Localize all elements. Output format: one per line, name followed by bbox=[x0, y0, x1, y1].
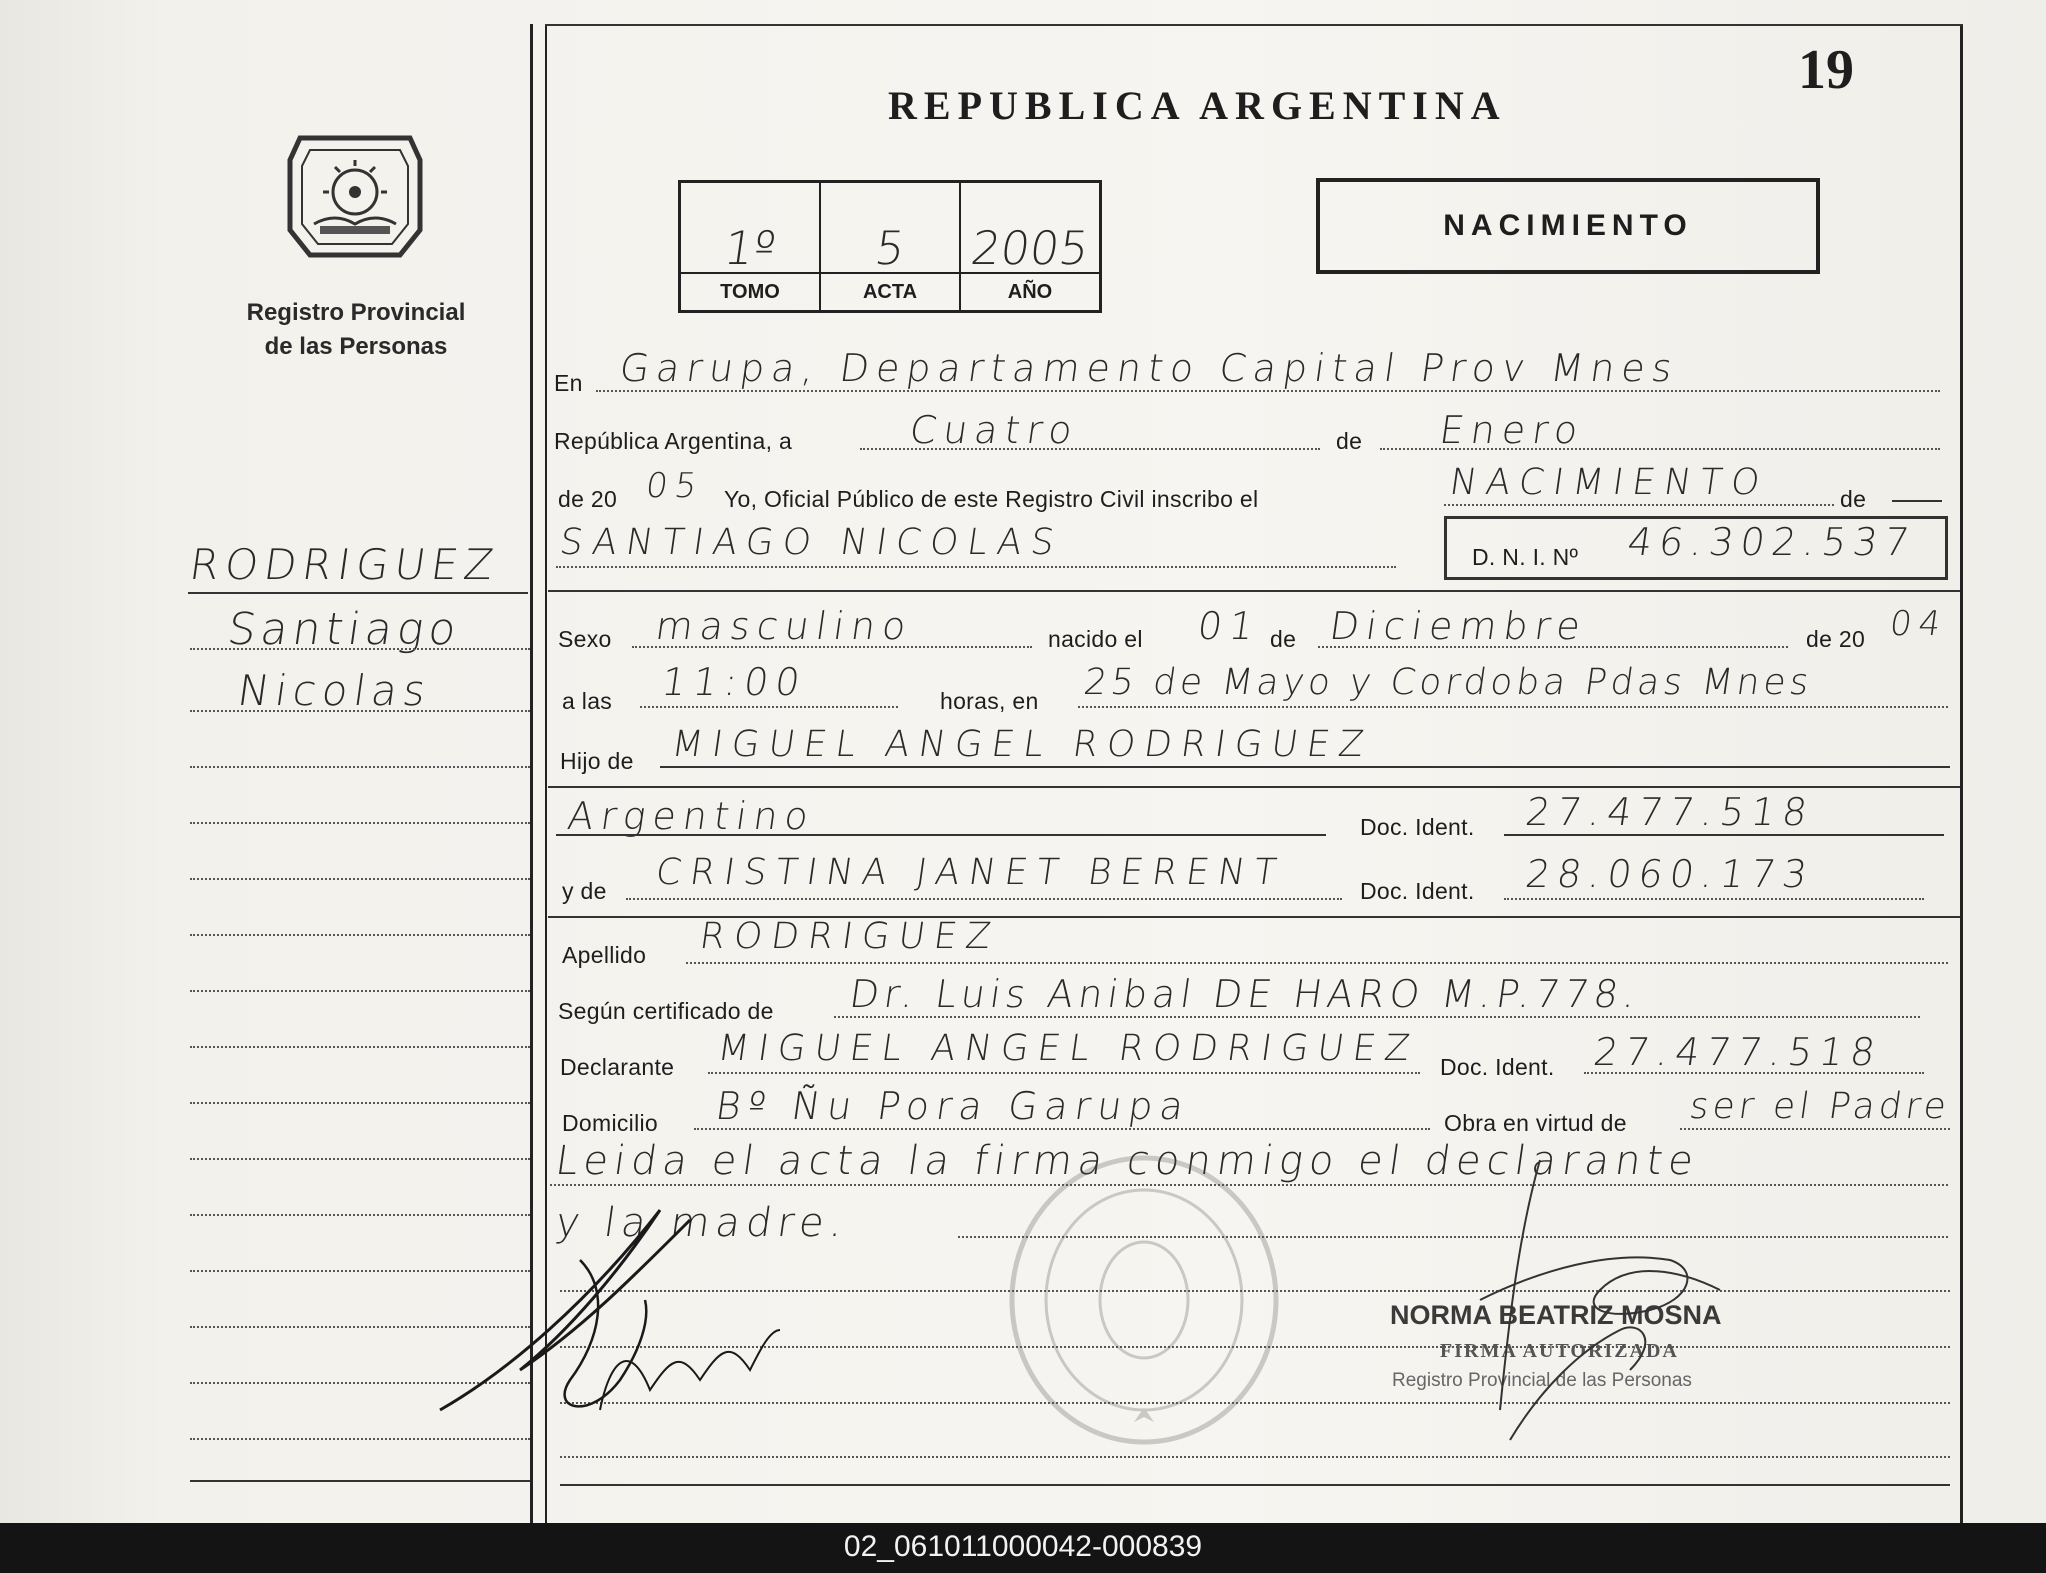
mother-doc-value: 28.060.173 bbox=[1522, 852, 1817, 896]
event-value: NACIMIENTO bbox=[1447, 462, 1772, 503]
birth-place-value: 25 de Mayo y Cordoba Pdas Mnes bbox=[1081, 662, 1816, 703]
country-title: REPUBLICA ARGENTINA bbox=[888, 83, 1507, 128]
row-line bbox=[708, 1072, 1420, 1074]
declarant-signature-icon bbox=[430, 1180, 810, 1450]
row-line bbox=[1318, 646, 1788, 648]
row-line bbox=[1504, 834, 1944, 836]
dni-label: D. N. I. Nº bbox=[1472, 544, 1579, 570]
year-value: 2005 bbox=[967, 221, 1093, 275]
margin-underline bbox=[188, 592, 528, 594]
certificate-label: Según certificado de bbox=[558, 998, 774, 1024]
year-prefix-label: de 20 bbox=[558, 486, 618, 512]
father-value: MIGUEL ANGEL RODRIGUEZ bbox=[669, 724, 1376, 765]
row-line bbox=[860, 448, 1320, 450]
row-line bbox=[660, 766, 1950, 768]
child-name-value: SANTIAGO NICOLAS bbox=[557, 522, 1066, 563]
office-line-2: de las Personas bbox=[264, 333, 448, 360]
mother-doc-label: Doc. Ident. bbox=[1360, 878, 1475, 904]
page-number: 19 bbox=[1798, 39, 1854, 101]
row-line bbox=[1584, 1072, 1924, 1074]
father-nationality-value: Argentino bbox=[564, 794, 819, 838]
row-line bbox=[834, 1016, 1920, 1018]
row-line bbox=[1380, 448, 1940, 450]
row-line bbox=[560, 1456, 1950, 1458]
row-line bbox=[556, 834, 1326, 836]
closing-line-1: Leida el acta la firma conmigo el declarante bbox=[552, 1138, 1703, 1184]
margin-second-name: Nicolas bbox=[234, 666, 435, 715]
margin-first-name: Santiago bbox=[224, 604, 465, 655]
address-value: Bº Ñu Pora Garupa bbox=[712, 1084, 1194, 1128]
row-line bbox=[632, 646, 1032, 648]
surname-value: RODRIGUEZ bbox=[697, 916, 1003, 957]
acts-label: Obra en virtud de bbox=[1444, 1110, 1627, 1136]
acta-cell bbox=[821, 183, 961, 310]
margin-line bbox=[190, 766, 530, 768]
row-line bbox=[694, 1128, 1430, 1130]
margin-surname: RODRIGUEZ bbox=[186, 540, 503, 589]
signatory-office: Registro Provincial de las Personas bbox=[1392, 1370, 1692, 1391]
day-value: Cuatro bbox=[906, 408, 1082, 452]
margin-line bbox=[190, 990, 530, 992]
declarant-label: Declarante bbox=[560, 1054, 675, 1080]
address-label: Domicilio bbox=[562, 1110, 658, 1136]
row-line bbox=[556, 566, 1396, 568]
birth-month-value: Diciembre bbox=[1326, 604, 1591, 648]
acta-caption: ACTA bbox=[821, 272, 959, 310]
official-stamp-icon bbox=[1004, 1150, 1284, 1450]
surname-label: Apellido bbox=[562, 942, 647, 968]
row-line bbox=[686, 962, 1948, 964]
statement-label: Yo, Oficial Público de este Registro Civil inscribo el bbox=[724, 486, 1259, 512]
year-caption: AÑO bbox=[961, 272, 1099, 310]
row-line bbox=[640, 706, 898, 708]
event-de-label: de bbox=[1840, 486, 1867, 512]
born-label: nacido el bbox=[1048, 626, 1143, 652]
top-border bbox=[545, 24, 1963, 26]
month-value: Enero bbox=[1436, 408, 1588, 452]
tomo-cell bbox=[681, 183, 821, 310]
margin-line bbox=[190, 648, 530, 650]
margin-line bbox=[190, 878, 530, 880]
section-rule bbox=[548, 590, 1960, 592]
signatory-name: NORMA BEATRIZ MOSNA bbox=[1390, 1300, 1722, 1330]
margin-line-bottom bbox=[190, 1480, 530, 1482]
row-line bbox=[626, 898, 1342, 900]
dni-value: 46.302.537 bbox=[1624, 520, 1919, 564]
row-line bbox=[1680, 1128, 1950, 1130]
acta-value: 5 bbox=[871, 221, 909, 275]
sex-label: Sexo bbox=[558, 626, 612, 652]
birth-day-value: 01 bbox=[1194, 604, 1264, 648]
father-doc-label: Doc. Ident. bbox=[1360, 814, 1475, 840]
right-border bbox=[1960, 24, 1963, 1523]
margin-line bbox=[190, 710, 530, 712]
acts-by-value: ser el Padre bbox=[1687, 1086, 1953, 1127]
official-signature-icon bbox=[1420, 1150, 1750, 1450]
margin-line bbox=[190, 1046, 530, 1048]
month-de-label: de bbox=[1336, 428, 1363, 454]
tomo-caption: TOMO bbox=[681, 272, 819, 310]
office-line-1: Registro Provincial bbox=[246, 299, 466, 326]
tomo-value: 1º bbox=[720, 221, 780, 275]
province-seal-icon bbox=[280, 120, 430, 268]
birth-year-prefix-label: de 20 bbox=[1806, 626, 1866, 652]
signatory-role: FIRMA AUTORIZADA bbox=[1440, 1340, 1679, 1362]
declarant-doc-label: Doc. Ident. bbox=[1440, 1054, 1555, 1080]
document-code: 02_061011000042-000839 bbox=[843, 1530, 1203, 1563]
margin-line bbox=[190, 1102, 530, 1104]
margin-line bbox=[190, 934, 530, 936]
mother-value: CRISTINA JANET BERENT bbox=[653, 852, 1288, 893]
registry-office-name bbox=[218, 296, 494, 364]
time-value: 11:00 bbox=[658, 660, 810, 704]
country-label: República Argentina, a bbox=[554, 428, 793, 454]
document-type-box: NACIMIENTO bbox=[1316, 178, 1820, 274]
registry-box bbox=[678, 180, 1102, 313]
time-label: a las bbox=[562, 688, 613, 714]
row-line bbox=[1078, 706, 1948, 708]
birth-year-suffix-value: 04 bbox=[1887, 604, 1951, 644]
row-line bbox=[1504, 898, 1924, 900]
year-cell bbox=[961, 183, 1099, 310]
declarant-value: MIGUEL ANGEL RODRIGUEZ bbox=[715, 1028, 1422, 1069]
section-rule bbox=[548, 786, 1960, 788]
en-label: En bbox=[554, 370, 583, 396]
row-line bbox=[1444, 504, 1834, 506]
sex-value: masculino bbox=[652, 604, 916, 648]
year-suffix-value: 05 bbox=[643, 466, 707, 506]
margin-line bbox=[190, 822, 530, 824]
place-value: Garupa, Departamento Capital Prov Mnes bbox=[616, 346, 1682, 390]
declarant-doc-value: 27.477.518 bbox=[1590, 1030, 1885, 1074]
birth-de-label: de bbox=[1270, 626, 1297, 652]
row-line bbox=[596, 390, 1940, 392]
row-line bbox=[1892, 500, 1942, 502]
margin-line bbox=[190, 1158, 530, 1160]
and-label: y de bbox=[562, 878, 607, 904]
closing-line-2: y la madre. bbox=[552, 1200, 852, 1246]
father-doc-value: 27.477.518 bbox=[1522, 790, 1817, 834]
row-line-bottom bbox=[560, 1484, 1950, 1486]
certificate-by-value: Dr. Luis Anibal DE HARO M.P.778. bbox=[846, 972, 1644, 1016]
hours-label: horas, en bbox=[940, 688, 1039, 714]
son-of-label: Hijo de bbox=[560, 748, 634, 774]
